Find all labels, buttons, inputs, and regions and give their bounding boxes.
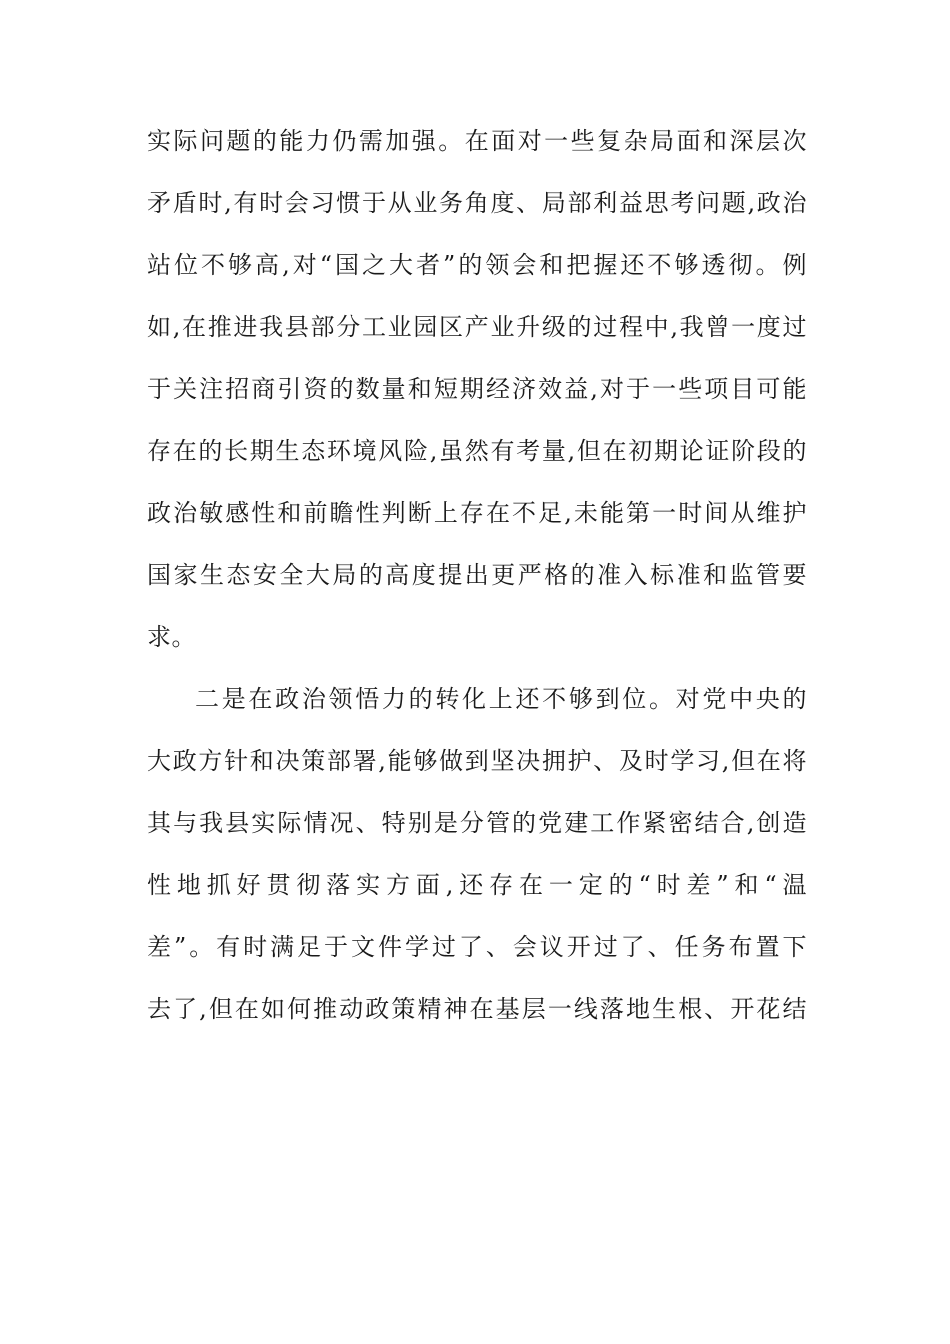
body-text	[147, 110, 807, 1040]
paragraph-2-line-3: 其与我县实际情况、特别是分管的党建工作紧密结合,创造	[147, 809, 807, 837]
paragraph-1-line-8: 国家生态安全大局的高度提出更严格的准入标准和监管要	[147, 561, 807, 589]
paragraph-2-line-4: 性地抓好贯彻落实方面,还存在一定的“时差”和“温	[147, 871, 807, 899]
paragraph-2-line-2: 大政方针和决策部署,能够做到坚决拥护、及时学习,但在将	[147, 747, 807, 775]
paragraph-1-line-2: 矛盾时,有时会习惯于从业务角度、局部利益思考问题,政治	[147, 189, 807, 217]
paragraph-1-line-7: 政治敏感性和前瞻性判断上存在不足,未能第一时间从维护	[147, 499, 807, 527]
paragraph-1-line-6: 存在的长期生态环境风险,虽然有考量,但在初期论证阶段的	[147, 437, 807, 465]
paragraph-1-line-4: 如,在推进我县部分工业园区产业升级的过程中,我曾一度过	[147, 313, 807, 341]
paragraph-2-line-5: 差”。有时满足于文件学过了、会议开过了、任务布置下	[147, 933, 807, 961]
paragraph-1-line-9: 求。	[147, 623, 196, 651]
paragraph-2-line-1: 二是在政治领悟力的转化上还不够到位。对党中央的	[195, 685, 807, 713]
paragraph-1-line-3: 站位不够高,对“国之大者”的领会和把握还不够透彻。例	[147, 251, 807, 279]
paragraph-1-line-5: 于关注招商引资的数量和短期经济效益,对于一些项目可能	[147, 375, 807, 403]
paragraph-1-line-1: 实际问题的能力仍需加强。在面对一些复杂局面和深层次	[147, 127, 807, 155]
paragraph-2-line-6: 去了,但在如何推动政策精神在基层一线落地生根、开花结	[147, 995, 807, 1023]
